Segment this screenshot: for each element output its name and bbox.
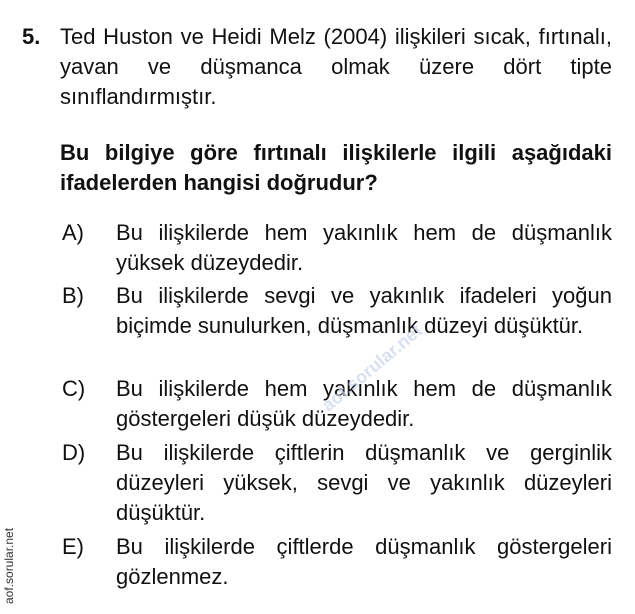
option-b-letter[interactable]: B) [62, 283, 84, 308]
option-d-letter[interactable]: D) [62, 440, 86, 465]
option-d-text[interactable]: Bu ilişkilerde çiftlerin düşmanlık ve gerginlik düzeyleri yüksek, sevgi ve yakınlık düzeyleri düşüktür. [116, 440, 612, 525]
option-e-text[interactable]: Bu ilişkilerde çiftlerde düşmanlık göstergeleri gözlenmez. [116, 534, 612, 589]
option-c-letter[interactable]: C) [62, 376, 86, 401]
option-e-letter[interactable]: E) [62, 534, 84, 559]
side-site-mark: aof.sorular.net [2, 527, 16, 604]
option-c-text[interactable]: Bu ilişkilerde hem yakınlık hem de düşmanlık göstergeleri düşük düzeydedir. [116, 376, 612, 431]
option-a-text[interactable]: Bu ilişkilerde hem yakınlık hem de düşmanlık yüksek düzeydedir. [116, 220, 612, 275]
question-number: 5. [22, 24, 41, 49]
question-stem: Ted Huston ve Heidi Melz (2004) ilişkileri sıcak, fırtınalı, yavan ve düşmanca olmak üzere dört tipte sınıflandırmıştır. [60, 24, 612, 109]
option-b-text[interactable]: Bu ilişkilerde sevgi ve yakınlık ifadeleri yoğun biçimde sunulurken, düşmanlık düzeyi düşüktür. [116, 283, 612, 338]
question-prompt: Bu bilgiye göre fırtınalı ilişkilerle ilgili aşağıdaki ifadelerden hangisi doğrudur? [60, 140, 612, 195]
watermark: aof.sorular.net [318, 320, 426, 416]
option-a-letter[interactable]: A) [62, 220, 84, 245]
